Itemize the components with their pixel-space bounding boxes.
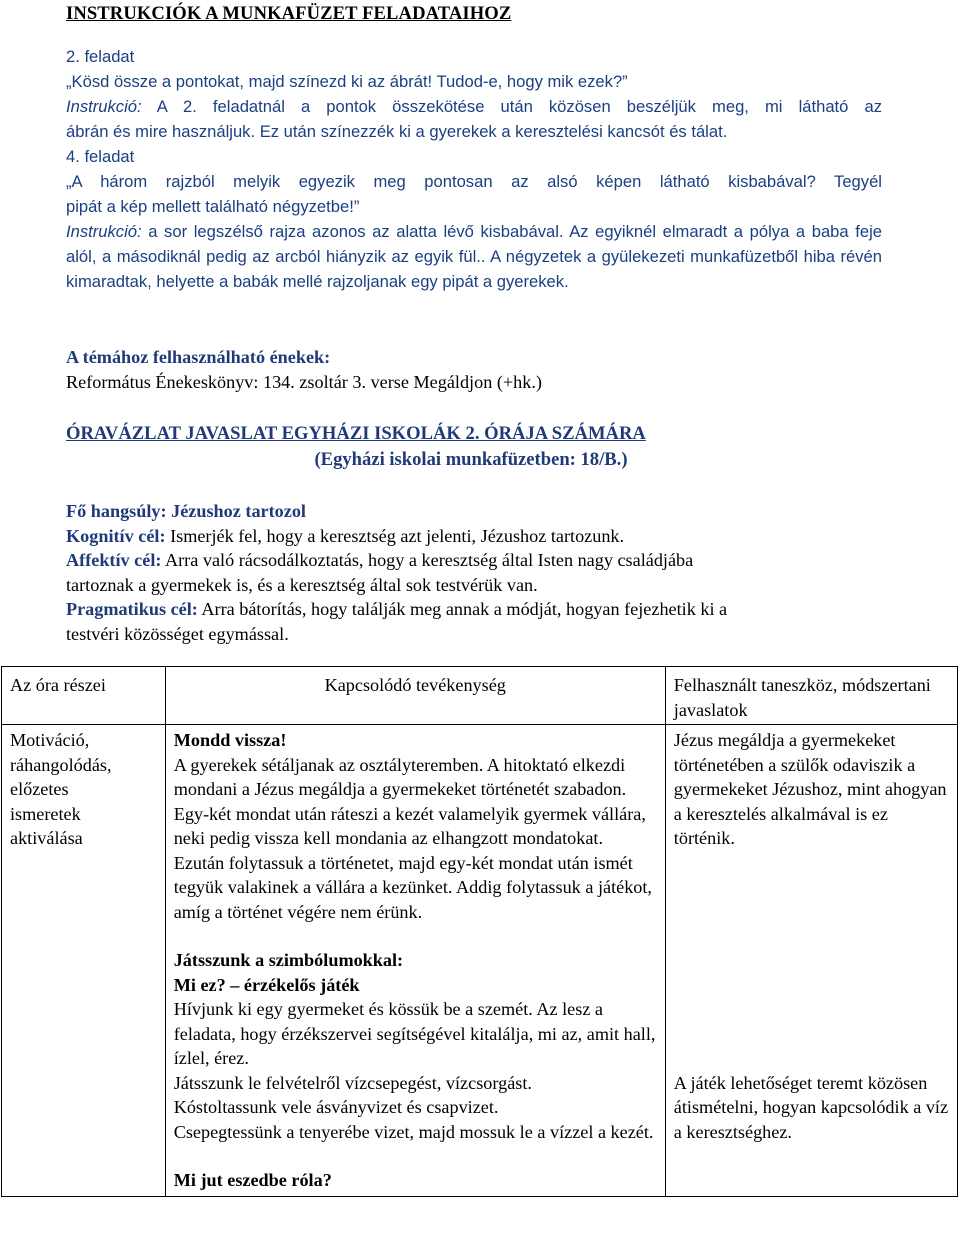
activity-2-line-a: Játsszunk le felvételről vízcsepegést, vízcsorgást. bbox=[173, 1072, 532, 1093]
activity-2-title: Játsszunk a szimbólumokkal: bbox=[173, 950, 404, 970]
lesson-part-cell bbox=[2, 725, 166, 1197]
activity-2-line-c: Csepegtessünk a tenyerébe vizet, majd mossuk le a vízzel a kezét. bbox=[173, 1121, 654, 1142]
goals-block bbox=[66, 499, 896, 646]
task-2-instruction bbox=[66, 94, 882, 119]
main-emphasis-label: Fő hangsúly: bbox=[66, 501, 167, 521]
task-4-instruction-label: Instrukció: bbox=[66, 222, 142, 241]
pragmatic-goal-line-1: Arra bátorítás, hogy találják meg annak a módját, hogyan fejezhetik ki a bbox=[197, 599, 728, 619]
tools-text: Jézus megáldja a gyermekeket történetében a szülők odaviszik a gyermekeket Jézushoz, mint ahogyan a keresztelés alkalmával is ez történik. bbox=[673, 730, 947, 848]
task-4-question-line-2: pipát a kép mellett található négyzetbe!” bbox=[66, 197, 360, 216]
activity-text: A gyerekek sétáljanak az osztályteremben. A hitoktató elkezdi mondani a Jézus megáldja a gyermekeket történetét szabadon. Egy-két mondat után ráteszi a kezét valamelyik gyermek vállára, neki pedig vissza kell mondania az elhangzott mondatokat. Ezután folytassuk a történetet, majd egy-két mondat után ismét tegyük valakinek a vállára a kezünket. Addig folytassuk a játékot, amíg a történet végére nem érünk. bbox=[173, 754, 652, 922]
table-header-row bbox=[2, 667, 958, 725]
lesson-part-line: előzetes bbox=[10, 779, 69, 799]
affective-goal-line-1: Arra való rácsodálkoztatás, hogy a keresztség által Isten nagy családjába bbox=[161, 550, 694, 570]
task-2-block bbox=[66, 44, 882, 294]
affective-goal-line-2: tartoznak a gyermekek is, és a keresztség által sok testvérük van. bbox=[66, 574, 538, 595]
activity-2-line-b: Kóstoltassunk vele ásványvizet és csapvizet. bbox=[173, 1097, 499, 1117]
task-4-instruction bbox=[66, 219, 882, 294]
main-emphasis-text: Jézushoz tartozol bbox=[166, 501, 306, 521]
activity-title: Mondd vissza! bbox=[173, 730, 287, 750]
cognitive-goal bbox=[66, 524, 896, 549]
task-4-label: 4. feladat bbox=[66, 147, 135, 166]
pragmatic-goal-label: Pragmatikus cél: bbox=[66, 599, 198, 619]
songs-heading: A témához felhasználható énekek: bbox=[66, 347, 331, 367]
task-2-instruction-line-2: ábrán és mire használjuk. Ez után színezzék ki a gyerekek a keresztelési kancsót és tálat. bbox=[66, 122, 728, 141]
table-row bbox=[2, 725, 958, 1197]
songs-text: Református Énekeskönyv: 134. zsoltár 3. verse Megáldjon (+hk.) bbox=[66, 371, 542, 392]
plan-title: ÓRAVÁZLAT JAVASLAT EGYHÁZI ISKOLÁK 2. ÓRÁJA SZÁMÁRA bbox=[66, 423, 646, 444]
pragmatic-goal bbox=[66, 597, 896, 622]
table-header-parts: Az óra részei bbox=[2, 667, 166, 725]
lesson-part-line: ismeretek bbox=[10, 803, 81, 824]
cognitive-goal-text: Ismerjék fel, hogy a keresztség azt jelenti, Jézushoz tartozunk. bbox=[165, 525, 625, 546]
affective-goal-label: Affektív cél: bbox=[66, 550, 162, 570]
task-2-question: „Kösd össze a pontokat, majd színezd ki az ábrát! Tudod-e, hogy mik ezek?” bbox=[66, 72, 628, 91]
tools-2-text: A játék lehetőséget teremt közösen átismételni, hogyan kapcsolódik a víz a keresztséghez. bbox=[673, 1072, 949, 1142]
activity-3-title: Mi jut eszedbe róla? bbox=[173, 1170, 332, 1190]
plan-subtitle: (Egyházi iskolai munkafüzetben: 18/B.) bbox=[314, 449, 628, 470]
lesson-part-line: ráhangolódás, bbox=[10, 754, 112, 775]
pragmatic-goal-line-2: testvéri közösséget egymással. bbox=[66, 623, 289, 644]
task-2-label: 2. feladat bbox=[66, 47, 135, 66]
activity-2-text: Hívjunk ki egy gyermeket és kössük be a szemét. Az lesz a feladata, hogy érzékszervei segítségével kitalálja, mi az, amit hall, ízlel, érez. bbox=[173, 999, 656, 1068]
table-header-activity: Kapcsolódó tevékenység bbox=[165, 667, 665, 725]
tools-cell bbox=[665, 725, 957, 1197]
task-4-instruction-text: a sor legszélső rajza azonos az alatta lévő kisbabával. Az egyiknél elmaradt a pólya a baba feje alól, a másodiknál pedig az arcból hiányzik az egyik fül.. A négyzetek a gyülekezeti munkafüzetből hiba révén kimaradtak, helyette a babák mellé rajzoljanak egy pipát a gyerekek. bbox=[66, 222, 882, 291]
lesson-plan-table bbox=[1, 666, 958, 1197]
table-header-tools: Felhasznált taneszköz, módszertani javaslatok bbox=[665, 667, 957, 725]
main-emphasis bbox=[66, 499, 896, 524]
instructions-title: INSTRUKCIÓK A MUNKAFÜZET FELADATAIHOZ bbox=[66, 3, 512, 24]
songs-block bbox=[66, 345, 896, 394]
activity-2-subtitle: Mi ez? – érzékelős játék bbox=[173, 974, 360, 995]
task-2-instruction-line-1: A 2. feladatnál a pontok összekötése után közösen beszéljük meg, mi látható az bbox=[141, 97, 882, 116]
cognitive-goal-label: Kognitív cél: bbox=[66, 525, 166, 546]
affective-goal bbox=[66, 548, 896, 573]
activity-cell bbox=[165, 725, 665, 1197]
lesson-part-line: aktiválása bbox=[10, 828, 83, 848]
task-4-question-line-1: „A három rajzból melyik egyezik meg pontosan az alsó képen látható kisbabával? Tegyél bbox=[66, 172, 882, 191]
task-2-instruction-label: Instrukció: bbox=[66, 97, 142, 116]
lesson-part-line: Motiváció, bbox=[10, 730, 90, 750]
